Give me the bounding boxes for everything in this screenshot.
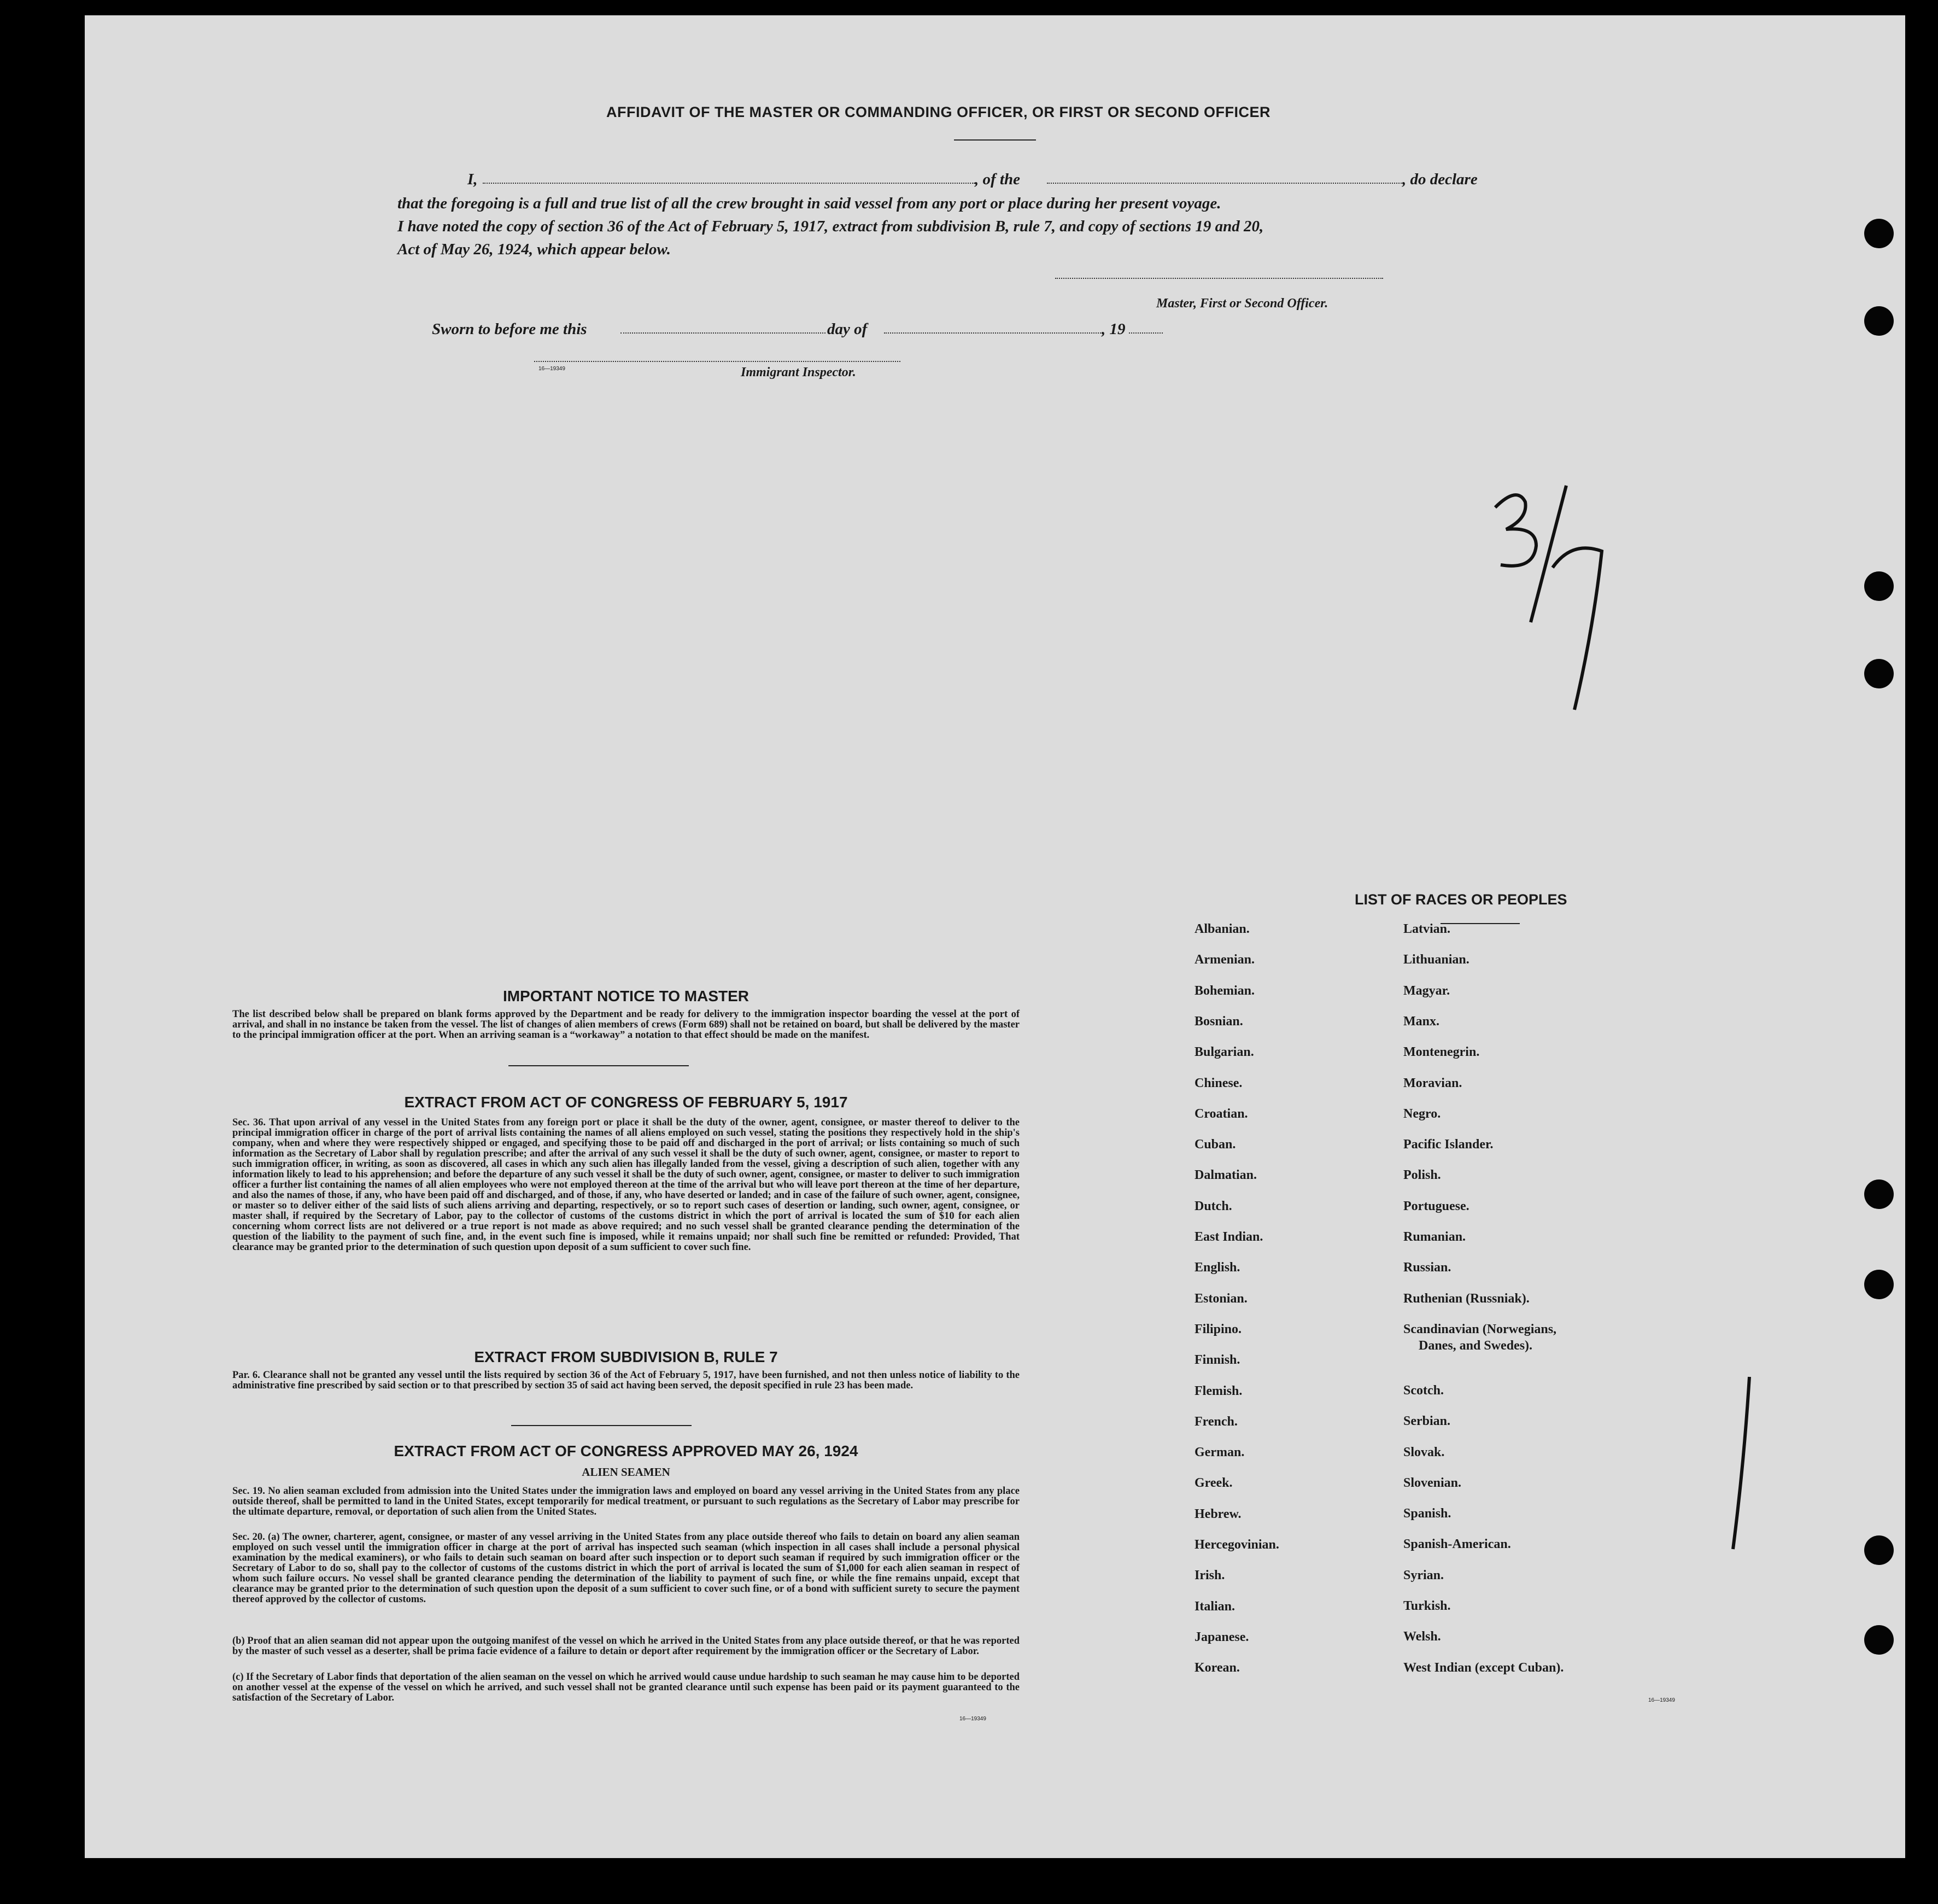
binder-hole	[1864, 571, 1894, 601]
race-item: Latvian.	[1403, 922, 1451, 936]
affidavit-line-2: that the foregoing is a full and true list of all the crew brought in said vessel from any port or place during her present voyage.	[397, 195, 1221, 212]
race-item: Pacific Islander.	[1403, 1137, 1494, 1152]
extract-form-number: 16—19349	[959, 1716, 986, 1722]
affidavit-line-4: Act of May 26, 1924, which appear below.	[397, 241, 671, 258]
race-item: Greek.	[1195, 1476, 1233, 1491]
affidavit-form-number: 16—19349	[538, 366, 565, 372]
race-item: Japanese.	[1195, 1630, 1249, 1644]
race-item: Cuban.	[1195, 1137, 1236, 1152]
affidavit-line-3: I have noted the copy of section 36 of the Act of February 5, 1917, extract from subdivision B, rule 7, and copy of sections 19 and 20,	[397, 218, 1264, 235]
notice-title: IMPORTANT NOTICE TO MASTER	[502, 988, 750, 1004]
race-item: East Indian.	[1195, 1230, 1263, 1244]
race-item: Turkish.	[1403, 1599, 1451, 1613]
race-item: Slovak.	[1403, 1445, 1445, 1459]
race-item: Dutch.	[1195, 1199, 1232, 1213]
race-item: Italian.	[1195, 1599, 1236, 1614]
sec-20a-text: Sec. 20. (a) The owner, charterer, agent, consignee, or master of any vessel arriving in the United States from any place outside thereof who fails to detain on board any alien seaman employed on such vessel until the immigration officer in charge at the port of arrival has inspected such seaman (which inspection in all cases shall include a personal physical examination by the medical examiners), or who fails to detain such seaman on board after such inspection or to deport such seaman if required by such immigration officer or the Secretary of Labor to do so, shall pay to the collector of customs of the customs district in which the port of arrival is located the sum of $1,000 for each alien seaman in respect of whom such failure occurs. No vessel shall be granted clearance pending the determination of the liability to payment of such fine, or while the fine remains unpaid, except that clearance may be granted prior to the determination of such question upon the deposit of a sum sufficient to cover such fine, or of a bond with sufficient surety to secure the payment thereof approved by the collector of customs.	[232, 1532, 1020, 1605]
race-item: Scandinavian (Norwegians,	[1403, 1322, 1557, 1336]
race-item: Magyar.	[1403, 983, 1450, 998]
race-item: Filipino.	[1195, 1322, 1242, 1336]
race-item: Danes, and Swedes).	[1419, 1338, 1533, 1353]
race-item: Croatian.	[1195, 1106, 1248, 1121]
race-item: Russian.	[1403, 1260, 1451, 1275]
notice-divider	[508, 1065, 689, 1066]
sworn-label: Sworn to before me this	[432, 320, 587, 338]
race-item: Moravian.	[1403, 1076, 1462, 1090]
race-item: Armenian.	[1195, 953, 1255, 967]
race-item: Ruthenian (Russniak).	[1403, 1291, 1530, 1306]
race-item: Bulgarian.	[1195, 1045, 1254, 1060]
extract-rule7-title: EXTRACT FROM SUBDIVISION B, RULE 7	[474, 1348, 778, 1365]
name-blank	[483, 183, 975, 184]
binder-hole	[1864, 659, 1894, 688]
race-item: Irish.	[1195, 1568, 1225, 1583]
race-item: Montenegrin.	[1403, 1045, 1480, 1060]
race-item: Negro.	[1403, 1106, 1441, 1121]
vessel-blank	[1047, 183, 1403, 184]
sec-19-text: Sec. 19. No alien seaman excluded from admission into the United States under the immigration laws and employed on board any vessel arriving in the United States from any place outside thereof, shall be permitted to land in the United States, except temporarily for medical treatment, or pursuant to such regulations as the Secretary of Labor may prescribe for the ultimate departure, removal, or deportation of such alien from the United States.	[232, 1486, 1020, 1517]
document-sheet	[85, 15, 1905, 1858]
title-divider	[954, 139, 1036, 141]
year-label: , 19	[1102, 320, 1126, 338]
race-item: Serbian.	[1403, 1414, 1451, 1429]
races-list-title: LIST OF RACES OR PEOPLES	[1355, 891, 1567, 908]
sec-20b-text: (b) Proof that an alien seaman did not appear upon the outgoing manifest of the vessel on which he arrived in the United States from any place outside thereof, or that he was reported by the master of such vessel as a deserter, shall be prima facie evidence of a failure to detain or deport after requirement by the immigration officer or the Secretary of Labor.	[232, 1636, 1020, 1657]
race-item: West Indian (except Cuban).	[1403, 1660, 1564, 1675]
extract-1917-text: Sec. 36. That upon arrival of any vessel in the United States from any foreign port or place it shall be the duty of the owner, agent, consignee, or master thereof to deliver to the principal immigration officer in charge of the port of arrival lists containing the names of all aliens employed on such vessel, stating the positions they respectively hold in the ship's company, when and where they were respectively shipped or engaged, and specifying those to be paid off and discharged in the port of arrival; or lists containing so much of such information as the Secretary of Labor shall by regulation prescribe; and after the arrival of any such vessel it shall be the duty of such owner, agent, consignee, or master to report to such immigration officer, in writing, as soon as discovered, all cases in which any such alien has illegally landed from the vessel, giving a description of such alien, together with any information likely to lead to his apprehension; and before the departure of any such vessel it shall be the duty of such owner, agent, consignee, or master to deliver to such immigration officer a further list containing the names of all alien employees who were not employed thereon at the time of the arrival but who will leave port thereon at the time of her departure, and also the names of those, if any, who have been paid off and discharged, and of those, if any, who have deserted or landed; and in case of the failure of such owner, agent, consignee, or master so to deliver either of the said lists of such aliens arriving and departing, respectively, or so to report such cases of desertion or landing, such owner, agent, consignee, or master shall, if required by the Secretary of Labor, pay to the collector of customs of the customs district in which the port of arrival is located the sum of $10 for each alien concerning whom correct lists are not delivered or a true report is not made as above required; and no such vessel shall be granted clearance pending the determination of the question of the liability to the payment of such fine, and, in the event such fine is imposed, while it remains unpaid; nor shall such fine be remitted or refunded: Provided, That clearance may be granted prior to the determination of such question upon deposit of a sum sufficient to cover such fine.	[232, 1117, 1020, 1253]
binder-hole	[1864, 1270, 1894, 1299]
race-item: Estonian.	[1195, 1291, 1248, 1306]
extract-1924-title: EXTRACT FROM ACT OF CONGRESS APPROVED MAY 26, 1924	[394, 1442, 858, 1459]
affidavit-i-label: I,	[467, 171, 478, 188]
affidavit-do-declare: , do declare	[1402, 171, 1478, 188]
race-item: Portuguese.	[1403, 1199, 1469, 1213]
sworn-day-blank	[620, 332, 825, 334]
rule7-divider	[511, 1425, 692, 1426]
race-item: Hercegovinian.	[1195, 1538, 1279, 1552]
handwritten-mark	[1725, 1371, 1758, 1557]
extract-rule7-text: Par. 6. Clearance shall not be granted any vessel until the lists required by section 36 of the Act of February 5, 1917, have been furnished, and not then unless notice of liability to the administrative fine prescribed by said section or to that prescribed by section 35 of said act having been served, the deposit specified in rule 23 has been made.	[232, 1370, 1020, 1391]
race-item: Spanish-American.	[1403, 1537, 1511, 1552]
binder-hole	[1864, 1535, 1894, 1565]
sec-20c-text: (c) If the Secretary of Labor finds that deportation of the alien seaman on the vessel on which he arrived would cause undue hardship to such seaman he may cause him to be deported on another vessel at the expense of the vessel on which he arrived, and such vessel shall not be granted clearance until such expense has been paid or its payment guaranteed to the satisfaction of the Secretary of Labor.	[232, 1672, 1020, 1703]
race-item: Chinese.	[1195, 1076, 1243, 1090]
race-item: Hebrew.	[1195, 1506, 1242, 1521]
race-item: French.	[1195, 1414, 1238, 1429]
race-item: Manx.	[1403, 1014, 1439, 1029]
races-form-number: 16—19349	[1648, 1697, 1675, 1703]
race-item: Polish.	[1403, 1168, 1441, 1183]
race-item: Syrian.	[1403, 1568, 1444, 1582]
extract-1917-title: EXTRACT FROM ACT OF CONGRESS OF FEBRUARY 5, 1917	[404, 1094, 848, 1111]
day-of-label: day of	[827, 320, 868, 338]
year-blank	[1129, 332, 1163, 334]
race-item: Spanish.	[1403, 1506, 1451, 1521]
binder-hole	[1864, 1625, 1894, 1655]
sworn-month-blank	[884, 332, 1103, 334]
race-item: German.	[1195, 1445, 1245, 1460]
race-item: English.	[1195, 1260, 1240, 1275]
master-signature-label: Master, First or Second Officer.	[1156, 296, 1328, 311]
race-item: Bosnian.	[1195, 1014, 1243, 1029]
binder-hole	[1864, 219, 1894, 248]
race-item: Rumanian.	[1403, 1230, 1466, 1244]
race-item: Korean.	[1195, 1661, 1240, 1675]
inspector-signature-line	[534, 361, 900, 362]
races-title-divider	[1441, 923, 1520, 924]
race-item: Lithuanian.	[1403, 953, 1469, 967]
race-item: Scotch.	[1403, 1383, 1444, 1398]
inspector-label: Immigrant Inspector.	[741, 365, 856, 379]
race-item: Bohemian.	[1195, 983, 1255, 998]
race-item: Albanian.	[1195, 922, 1250, 936]
affidavit-of-the: , of the	[975, 171, 1020, 188]
race-item: Finnish.	[1195, 1353, 1240, 1368]
alien-seamen-subtitle: ALIEN SEAMEN	[582, 1465, 670, 1479]
race-item: Dalmatian.	[1195, 1168, 1257, 1183]
race-item: Slovenian.	[1403, 1475, 1462, 1490]
race-item: Flemish.	[1195, 1383, 1243, 1398]
binder-hole	[1864, 306, 1894, 336]
affidavit-title: AFFIDAVIT OF THE MASTER OR COMMANDING OFFICER, OR FIRST OR SECOND OFFICER	[606, 104, 1270, 120]
notice-text: The list described below shall be prepared on blank forms approved by the Department and be ready for delivery to the immigration inspector boarding the vessel at the port of arrival, and shall in no instance be taken from the vessel. The list of changes of alien members of crews (Form 689) shall not be retained on board, but shall be delivered by the master to the principal immigration officer at the port. When an arriving seaman is a “workaway” a notation to that effect should be made on the manifest.	[232, 1009, 1020, 1041]
master-signature-line	[1055, 278, 1383, 279]
race-item: Welsh.	[1403, 1630, 1441, 1644]
handwritten-number-3-7	[1484, 469, 1615, 726]
binder-hole	[1864, 1179, 1894, 1209]
